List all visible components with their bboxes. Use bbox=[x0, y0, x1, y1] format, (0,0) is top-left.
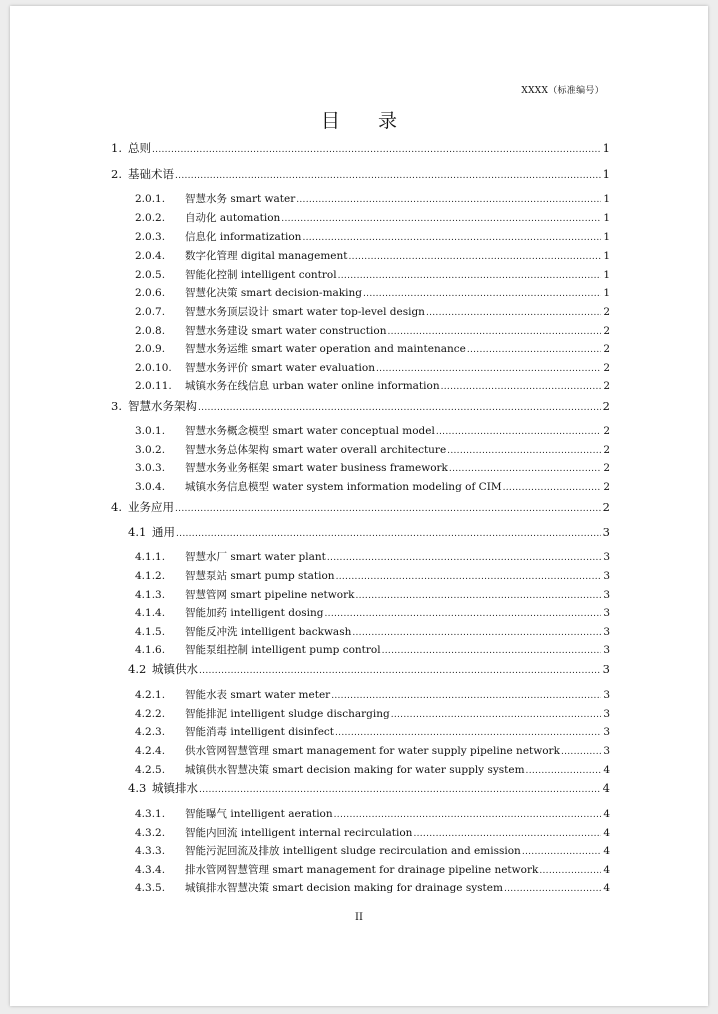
toc-entry[interactable] bbox=[135, 762, 610, 778]
toc-entry-page: 3 bbox=[603, 551, 610, 563]
toc-entry-title: 智能消毒 intelligent disinfect bbox=[185, 726, 335, 738]
toc-leader-dots bbox=[436, 424, 601, 440]
toc-entry-number: 2.0.6. bbox=[135, 287, 166, 299]
toc-entry[interactable] bbox=[135, 568, 610, 584]
toc-entry[interactable] bbox=[135, 825, 610, 841]
toc-entry-page: 3 bbox=[603, 726, 610, 738]
toc-entry[interactable] bbox=[135, 360, 610, 376]
toc-entry[interactable] bbox=[135, 267, 610, 283]
toc-entry-number: 2.0.5. bbox=[135, 269, 166, 281]
toc-entry-title: 智能曝气 intelligent aeration bbox=[185, 808, 333, 820]
toc-entry-title: 智慧水务架构 bbox=[128, 399, 197, 413]
toc-entry-number: 4.1.3. bbox=[135, 589, 166, 601]
toc-entry-title: 智慧化决策 smart decision-making bbox=[185, 287, 362, 299]
toc-entry-title: 供水管网智慧管理 smart management for water supply pipeline network bbox=[185, 745, 560, 757]
toc-entry-number: 4.3.2. bbox=[135, 827, 166, 839]
toc-entry-number: 4.2.2. bbox=[135, 708, 166, 720]
toc-leader-dots bbox=[327, 550, 601, 566]
toc-entry[interactable] bbox=[135, 323, 610, 339]
toc-entry[interactable] bbox=[135, 442, 610, 458]
toc-leader-dots bbox=[382, 643, 602, 659]
toc-entry-number: 4. bbox=[111, 500, 122, 514]
toc-entry[interactable] bbox=[135, 191, 610, 207]
toc-entry-page: 3 bbox=[603, 745, 610, 757]
toc-entry-title: 智能加药 intelligent dosing bbox=[185, 607, 324, 619]
toc-entry-page: 3 bbox=[603, 689, 610, 701]
toc-leader-dots bbox=[504, 881, 601, 897]
toc-entry-title: 智慧水务建设 smart water construction bbox=[185, 325, 387, 337]
toc-entry[interactable] bbox=[135, 624, 610, 640]
toc-entry-title: 城镇排水 bbox=[152, 781, 198, 795]
toc-leader-dots bbox=[352, 625, 601, 641]
standard-number: XXXX（标准编号） bbox=[521, 86, 604, 96]
toc-entry-page: 2 bbox=[602, 500, 610, 514]
toc-entry[interactable] bbox=[135, 285, 610, 301]
toc-entry-page: 3 bbox=[602, 662, 610, 676]
toc-entry[interactable] bbox=[111, 499, 610, 515]
toc-entry-number: 3.0.3. bbox=[135, 462, 166, 474]
toc-entry-page: 2 bbox=[602, 399, 610, 413]
toc-entry[interactable] bbox=[135, 423, 610, 439]
toc-entry[interactable] bbox=[135, 880, 610, 896]
toc-leader-dots bbox=[199, 663, 601, 679]
toc-entry[interactable] bbox=[128, 780, 610, 796]
toc-entry-page: 3 bbox=[603, 644, 610, 656]
toc-entry[interactable] bbox=[111, 140, 610, 156]
toc-entry-number: 2.0.8. bbox=[135, 325, 166, 337]
toc-entry-title: 排水管网智慧管理 smart management for drainage pipeline network bbox=[185, 864, 539, 876]
toc-entry[interactable] bbox=[135, 210, 610, 226]
toc-entry-page: 2 bbox=[603, 462, 610, 474]
toc-leader-dots bbox=[413, 826, 601, 842]
toc-entry-page: 3 bbox=[603, 708, 610, 720]
toc-entry-page: 4 bbox=[603, 827, 610, 839]
toc-entry-page: 2 bbox=[603, 306, 610, 318]
toc-entry-number: 2.0.7. bbox=[135, 306, 166, 318]
toc-leader-dots bbox=[561, 744, 601, 760]
toc-entry-title: 城镇水务信息模型 water system information modeling of CIM bbox=[185, 481, 502, 493]
toc-leader-dots bbox=[199, 782, 601, 798]
toc-leader-dots bbox=[449, 461, 601, 477]
toc-entry[interactable] bbox=[135, 549, 610, 565]
toc-leader-dots bbox=[198, 400, 601, 416]
toc-leader-dots bbox=[152, 142, 601, 158]
toc-entry-page: 2 bbox=[603, 481, 610, 493]
toc-leader-dots bbox=[503, 480, 602, 496]
toc-entry-title: 智慧水务 smart water bbox=[185, 193, 296, 205]
toc-leader-dots bbox=[176, 526, 601, 542]
toc-entry-title: 城镇供水 bbox=[152, 662, 198, 676]
toc-entry-number: 3.0.2. bbox=[135, 444, 166, 456]
toc-leader-dots bbox=[349, 249, 602, 265]
toc-leader-dots bbox=[526, 763, 602, 779]
toc-entry-number: 4.3.1. bbox=[135, 808, 166, 820]
toc-entry[interactable] bbox=[135, 843, 610, 859]
toc-entry-number: 4.1.4. bbox=[135, 607, 166, 619]
toc-entry-number: 4.1.2. bbox=[135, 570, 166, 582]
toc-entry-title: 自动化 automation bbox=[185, 212, 281, 224]
toc-entry[interactable] bbox=[111, 166, 610, 182]
toc-entry-page: 2 bbox=[603, 343, 610, 355]
toc-entry-title: 业务应用 bbox=[128, 500, 174, 514]
toc-entry[interactable] bbox=[128, 524, 610, 540]
toc-entry-page: 3 bbox=[603, 626, 610, 638]
toc-leader-dots bbox=[447, 443, 601, 459]
toc-entry-number: 2. bbox=[111, 167, 122, 181]
toc-entry-page: 4 bbox=[603, 808, 610, 820]
toc-entry-number: 4.2.3. bbox=[135, 726, 166, 738]
toc-entry[interactable] bbox=[135, 605, 610, 621]
toc-entry-page: 1 bbox=[603, 193, 610, 205]
toc-entry-number: 1. bbox=[111, 141, 122, 155]
toc-entry-page: 3 bbox=[602, 525, 610, 539]
toc-entry-title: 基础术语 bbox=[128, 167, 174, 181]
toc-entry-title: 总则 bbox=[128, 141, 151, 155]
toc-entry-title: 智能内回流 intelligent internal recirculation bbox=[185, 827, 413, 839]
page-number: II bbox=[355, 912, 363, 923]
toc-leader-dots bbox=[325, 606, 602, 622]
toc-leader-dots bbox=[335, 725, 601, 741]
toc-entry-page: 1 bbox=[603, 231, 610, 243]
toc-entry-title: 智慧水务业务框架 smart water business framework bbox=[185, 462, 448, 474]
toc-entry-page: 2 bbox=[603, 362, 610, 374]
toc-entry-page: 3 bbox=[603, 607, 610, 619]
toc-entry-page: 4 bbox=[603, 864, 610, 876]
toc-leader-dots bbox=[467, 342, 601, 358]
toc-entry[interactable] bbox=[135, 378, 610, 394]
toc-entry-title: 智能反冲洗 intelligent backwash bbox=[185, 626, 352, 638]
toc-entry-title: 智能水表 smart water meter bbox=[185, 689, 331, 701]
toc-leader-dots bbox=[391, 707, 602, 723]
toc-entry-title: 通用 bbox=[152, 525, 175, 539]
toc-entry-number: 4.2.1. bbox=[135, 689, 166, 701]
toc-entry-number: 4.1.6. bbox=[135, 644, 166, 656]
toc-leader-dots bbox=[338, 268, 602, 284]
toc-leader-dots bbox=[387, 324, 601, 340]
toc-entry-number: 4.3.4. bbox=[135, 864, 166, 876]
toc-entry-page: 2 bbox=[603, 444, 610, 456]
toc-entry[interactable] bbox=[135, 687, 610, 703]
table-of-contents bbox=[10, 6, 708, 1006]
toc-entry-number: 4.1 bbox=[128, 525, 147, 539]
toc-entry-title: 智能化控制 intelligent control bbox=[185, 269, 337, 281]
toc-entry[interactable] bbox=[135, 479, 610, 495]
toc-leader-dots bbox=[539, 863, 601, 879]
toc-entry-title: 智慧水务总体架构 smart water overall architecture bbox=[185, 444, 447, 456]
toc-entry-number: 4.3 bbox=[128, 781, 147, 795]
toc-leader-dots bbox=[296, 192, 601, 208]
toc-entry-page: 3 bbox=[603, 570, 610, 582]
toc-entry-number: 4.3.3. bbox=[135, 845, 166, 857]
toc-entry-title: 智慧水厂 smart water plant bbox=[185, 551, 326, 563]
toc-entry-page: 1 bbox=[603, 269, 610, 281]
toc-entry-page: 2 bbox=[603, 380, 610, 392]
toc-entry-number: 2.0.2. bbox=[135, 212, 166, 224]
toc-entry-page: 2 bbox=[603, 325, 610, 337]
toc-entry-page: 3 bbox=[603, 589, 610, 601]
toc-entry-number: 4.2.5. bbox=[135, 764, 166, 776]
toc-entry-title: 数字化管理 digital management bbox=[185, 250, 348, 262]
toc-leader-dots bbox=[363, 286, 601, 302]
toc-entry-page: 4 bbox=[602, 781, 610, 795]
toc-entry-page: 1 bbox=[603, 250, 610, 262]
toc-leader-dots bbox=[331, 688, 601, 704]
toc-entry[interactable] bbox=[135, 460, 610, 476]
toc-entry-number: 4.1.5. bbox=[135, 626, 166, 638]
toc-entry-title: 智慧泵站 smart pump station bbox=[185, 570, 335, 582]
toc-entry-number: 3.0.4. bbox=[135, 481, 166, 493]
toc-leader-dots bbox=[302, 230, 601, 246]
toc-entry[interactable] bbox=[135, 706, 610, 722]
toc-entry[interactable] bbox=[111, 398, 610, 414]
toc-entry-title: 智能排泥 intelligent sludge discharging bbox=[185, 708, 390, 720]
document-page bbox=[10, 6, 708, 1006]
toc-entry[interactable] bbox=[135, 642, 610, 658]
toc-entry-number: 2.0.10. bbox=[135, 362, 172, 374]
toc-entry-number: 2.0.1. bbox=[135, 193, 166, 205]
toc-entry-title: 智慧水务概念模型 smart water conceptual model bbox=[185, 425, 435, 437]
toc-entry[interactable] bbox=[135, 229, 610, 245]
toc-entry-title: 智慧水务评价 smart water evaluation bbox=[185, 362, 376, 374]
toc-entry-title: 智慧水务运维 smart water operation and maintenance bbox=[185, 343, 466, 355]
toc-leader-dots bbox=[175, 168, 601, 184]
toc-entry-page: 1 bbox=[602, 141, 610, 155]
toc-entry-title: 信息化 informatization bbox=[185, 231, 302, 243]
toc-entry[interactable] bbox=[135, 743, 610, 759]
toc-entry[interactable] bbox=[128, 661, 610, 677]
page-title: 目录 bbox=[320, 110, 435, 132]
toc-entry-title: 城镇排水智慧决策 smart decision making for drainage system bbox=[185, 882, 503, 894]
toc-entry[interactable] bbox=[135, 724, 610, 740]
toc-entry-page: 1 bbox=[603, 212, 610, 224]
toc-entry-title: 城镇水务在线信息 urban water online information bbox=[185, 380, 440, 392]
toc-leader-dots bbox=[441, 379, 602, 395]
toc-entry-title: 智能泵组控制 intelligent pump control bbox=[185, 644, 381, 656]
toc-leader-dots bbox=[334, 807, 602, 823]
toc-entry[interactable] bbox=[135, 304, 610, 320]
toc-entry-number: 2.0.4. bbox=[135, 250, 166, 262]
toc-entry-page: 4 bbox=[603, 882, 610, 894]
toc-entry-page: 1 bbox=[602, 167, 610, 181]
toc-entry-page: 2 bbox=[603, 425, 610, 437]
toc-entry-number: 4.3.5. bbox=[135, 882, 166, 894]
toc-entry-number: 3.0.1. bbox=[135, 425, 166, 437]
toc-entry-title: 智慧管网 smart pipeline network bbox=[185, 589, 355, 601]
toc-entry-number: 2.0.3. bbox=[135, 231, 166, 243]
toc-entry-number: 4.1.1. bbox=[135, 551, 166, 563]
toc-leader-dots bbox=[522, 844, 602, 860]
toc-entry-page: 1 bbox=[603, 287, 610, 299]
toc-entry-number: 3. bbox=[111, 399, 122, 413]
toc-entry[interactable] bbox=[135, 862, 610, 878]
toc-entry[interactable] bbox=[135, 248, 610, 264]
toc-entry-number: 2.0.11. bbox=[135, 380, 172, 392]
toc-entry[interactable] bbox=[135, 587, 610, 603]
toc-entry-number: 2.0.9. bbox=[135, 343, 166, 355]
toc-entry[interactable] bbox=[135, 341, 610, 357]
toc-leader-dots bbox=[281, 211, 601, 227]
toc-entry-title: 智慧水务顶层设计 smart water top-level design bbox=[185, 306, 425, 318]
toc-leader-dots bbox=[355, 588, 601, 604]
toc-entry-page: 4 bbox=[603, 845, 610, 857]
toc-entry-page: 4 bbox=[603, 764, 610, 776]
toc-leader-dots bbox=[175, 501, 601, 517]
toc-leader-dots bbox=[336, 569, 602, 585]
toc-leader-dots bbox=[376, 361, 601, 377]
toc-entry-number: 4.2.4. bbox=[135, 745, 166, 757]
toc-entry-title: 智能污泥回流及排放 intelligent sludge recirculation and emission bbox=[185, 845, 521, 857]
toc-entry-number: 4.2 bbox=[128, 662, 147, 676]
toc-entry[interactable] bbox=[135, 806, 610, 822]
toc-leader-dots bbox=[426, 305, 601, 321]
toc-entry-title: 城镇供水智慧决策 smart decision making for water supply system bbox=[185, 764, 525, 776]
